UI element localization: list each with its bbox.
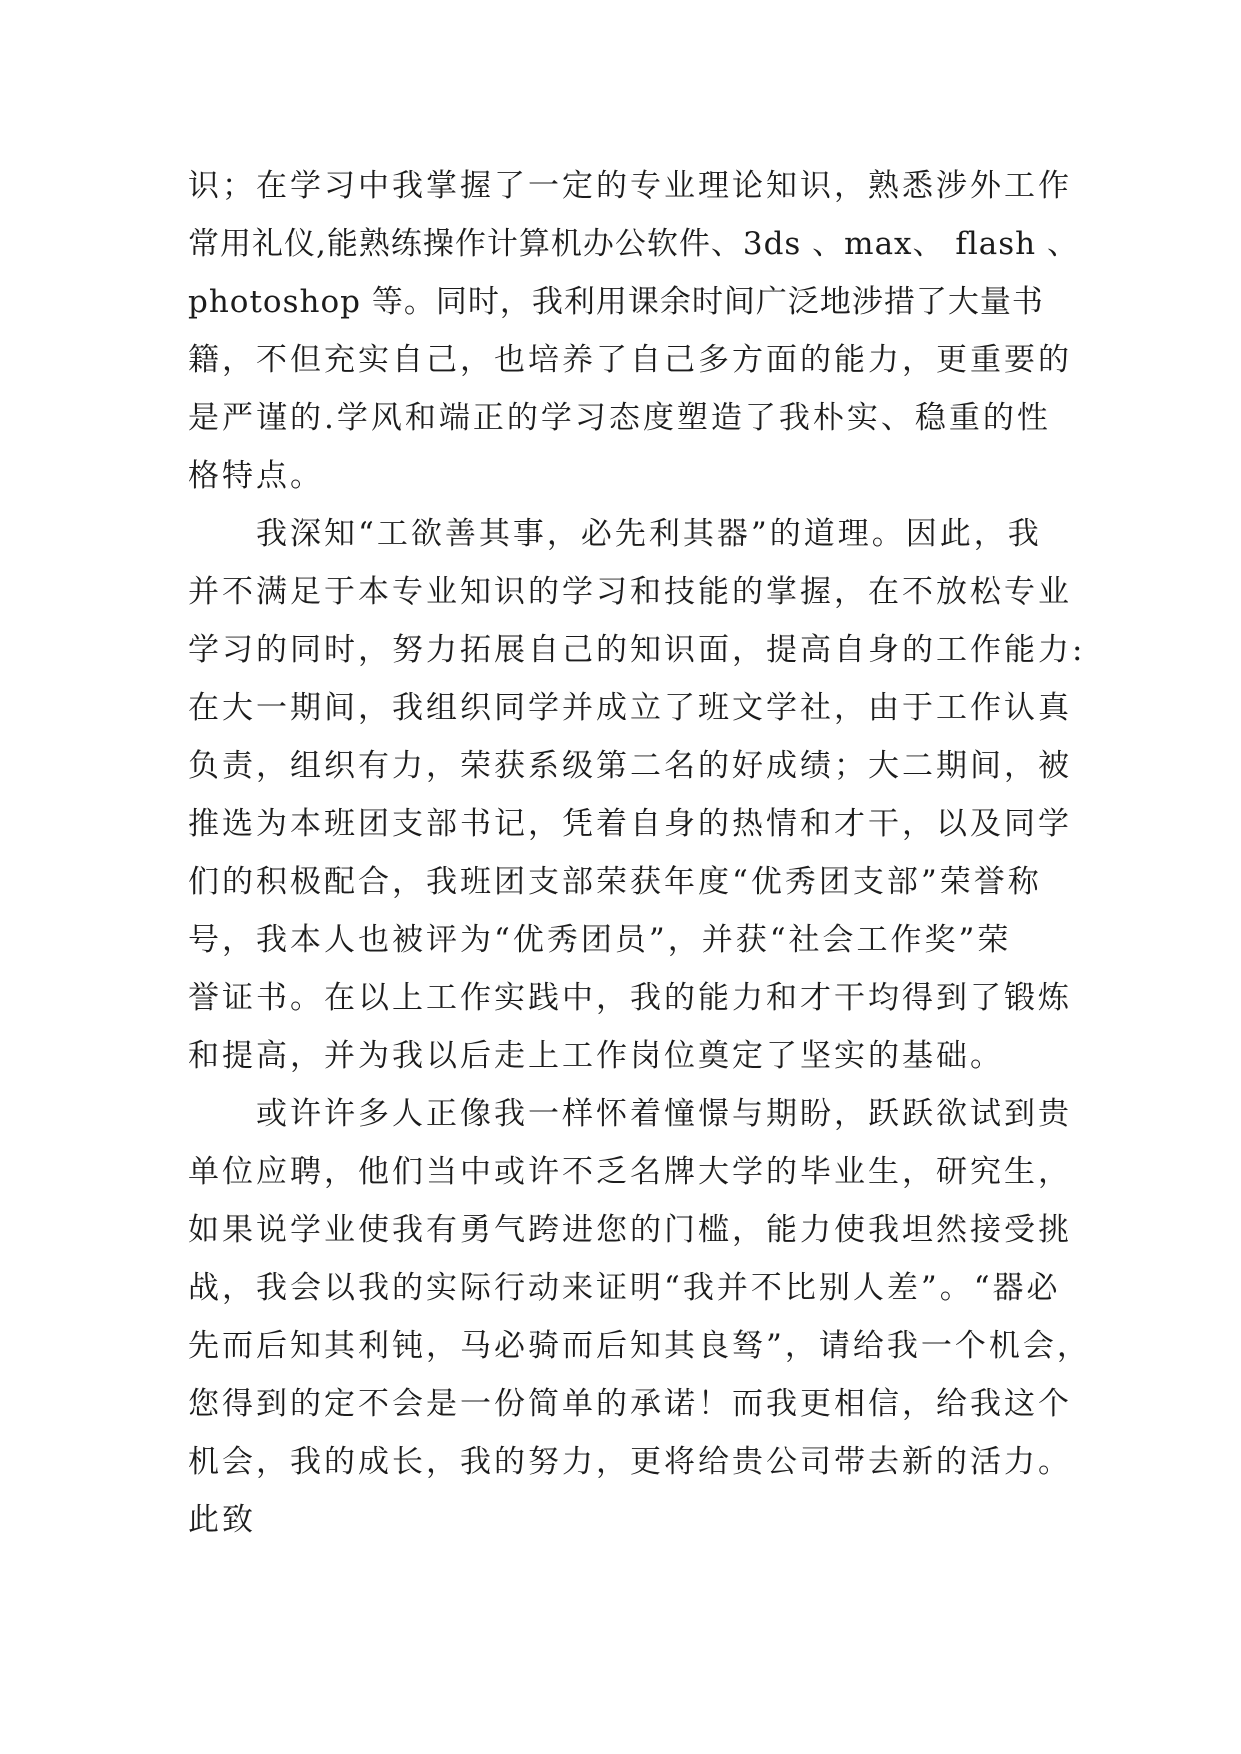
text-line: 籍，不但充实自己，也培养了自己多方面的能力，更重要的 (188, 342, 1072, 378)
text-line: 是严谨的.学风和端正的学习态度塑造了我朴实、稳重的性 (188, 400, 1051, 436)
text-line: 单位应聘，他们当中或许不乏名牌大学的毕业生，研究生， (188, 1154, 1072, 1190)
text-line: 们的积极配合，我班团支部荣获年度“优秀团支部”荣誉称 (188, 864, 1042, 900)
text-line: 此致 (188, 1502, 256, 1538)
text-line: 我深知“工欲善其事，必先利其器”的道理。因此，我 (188, 516, 1042, 552)
text-line: 或许许多人正像我一样怀着憧憬与期盼，跃跃欲试到贵 (188, 1096, 1072, 1132)
text-line: 在大一期间，我组织同学并成立了班文学社，由于工作认真 (188, 690, 1072, 726)
text-line: 识；在学习中我掌握了一定的专业理论知识，熟悉涉外工作 (188, 168, 1072, 204)
text-line: 如果说学业使我有勇气跨进您的门槛，能力使我坦然接受挑 (188, 1212, 1072, 1248)
text-line: 和提高，并为我以后走上工作岗位奠定了坚实的基础。 (188, 1038, 1004, 1074)
text-line: 号，我本人也被评为“优秀团员”，并获“社会工作奖”荣 (188, 922, 1012, 958)
text-line: 并不满足于本专业知识的学习和技能的掌握，在不放松专业 (188, 574, 1072, 610)
text-line: 学习的同时，努力拓展自己的知识面，提高自身的工作能力: (188, 632, 1086, 668)
letter-body (188, 157, 1091, 1549)
text-line: 誉证书。在以上工作实践中，我的能力和才干均得到了锻炼 (188, 980, 1072, 1016)
text-line: 负责，组织有力，荣获系级第二名的好成绩；大二期间，被 (188, 748, 1072, 784)
text-line: 您得到的定不会是一份简单的承诺！而我更相信，给我这个 (188, 1386, 1072, 1422)
text-line: 机会，我的成长，我的努力，更将给贵公司带去新的活力。 (188, 1444, 1072, 1480)
text-line: 格特点。 (188, 458, 324, 494)
text-line: 先而后知其利钝，马必骑而后知其良驽”，请给我一个机会， (188, 1328, 1091, 1364)
text-line: photoshop 等。同时，我利用课余时间广泛地涉措了大量书 (188, 284, 1044, 320)
text-line: 推选为本班团支部书记，凭着自身的热情和才干，以及同学 (188, 806, 1072, 842)
text-line: 战，我会以我的实际行动来证明“我并不比别人差”。“器必 (188, 1270, 1061, 1306)
text-line: 常用礼仪,能熟练操作计算机办公软件、3ds 、max、 flash 、 (188, 226, 1079, 262)
